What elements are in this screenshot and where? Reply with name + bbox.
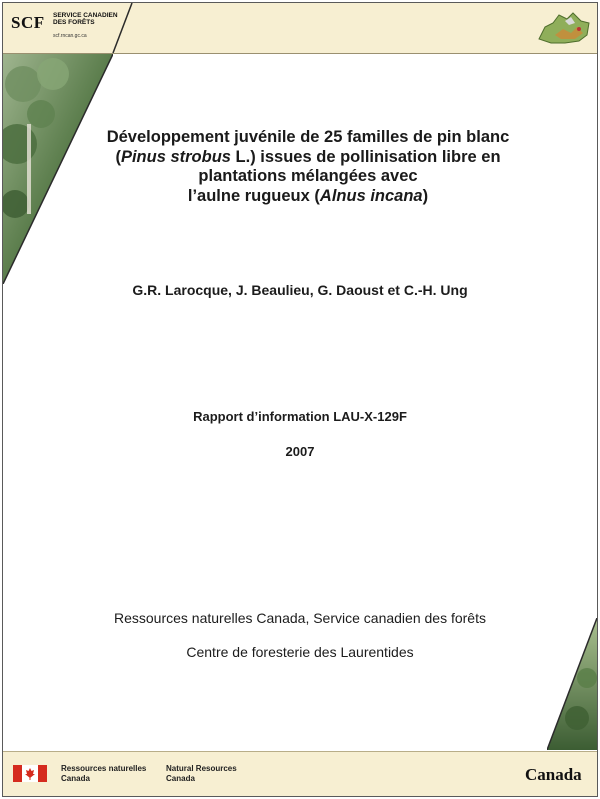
research-centre: Centre de foresterie des Laurentides bbox=[186, 644, 414, 660]
department-name-en bbox=[166, 764, 237, 784]
publication-year: 2007 bbox=[285, 444, 315, 459]
department-en-line1: Natural Resources bbox=[166, 764, 237, 773]
department-name-fr bbox=[61, 764, 146, 784]
header-diagonal-divider bbox=[3, 3, 597, 53]
title-line-3: plantations mélangées avec bbox=[198, 167, 418, 185]
header-bar bbox=[3, 3, 597, 54]
forest-photo-right bbox=[547, 618, 597, 750]
title-line-2: (Pinus strobus L.) issues de pollinisation libre en bbox=[115, 147, 501, 166]
department-fr-line1: Ressources naturelles bbox=[61, 764, 147, 773]
canada-flag-icon bbox=[13, 765, 47, 782]
service-name bbox=[53, 12, 118, 26]
report-number: Rapport d’information LAU-X-129F bbox=[193, 409, 407, 424]
title-line-1: Développement juvénile de 25 familles de pin blanc bbox=[106, 128, 510, 146]
canada-wordmark: Canada bbox=[525, 765, 582, 784]
department-fr-line2: Canada bbox=[61, 774, 90, 783]
report-title bbox=[73, 128, 543, 206]
authors: G.R. Larocque, J. Beaulieu, G. Daoust et C.-H. Ung bbox=[132, 282, 468, 298]
title-line-4: l’aulne rugueux (Alnus incana) bbox=[187, 186, 429, 205]
title-species-alnus: Alnus incana bbox=[319, 186, 423, 205]
footer-bar bbox=[3, 751, 597, 797]
department-en-line2: Canada bbox=[166, 774, 195, 783]
canada-map-icon bbox=[535, 9, 593, 47]
organization: Ressources naturelles Canada, Service canadien des forêts bbox=[114, 610, 486, 626]
service-name-line1: SERVICE CANADIEN bbox=[53, 12, 118, 19]
service-name-line2: DES FORÊTS bbox=[53, 19, 95, 26]
service-url: scf.rncan.gc.ca bbox=[53, 33, 87, 39]
report-cover bbox=[2, 2, 598, 797]
scf-logo: SCF bbox=[11, 13, 45, 32]
title-species-pinus: Pinus strobus bbox=[120, 147, 231, 166]
